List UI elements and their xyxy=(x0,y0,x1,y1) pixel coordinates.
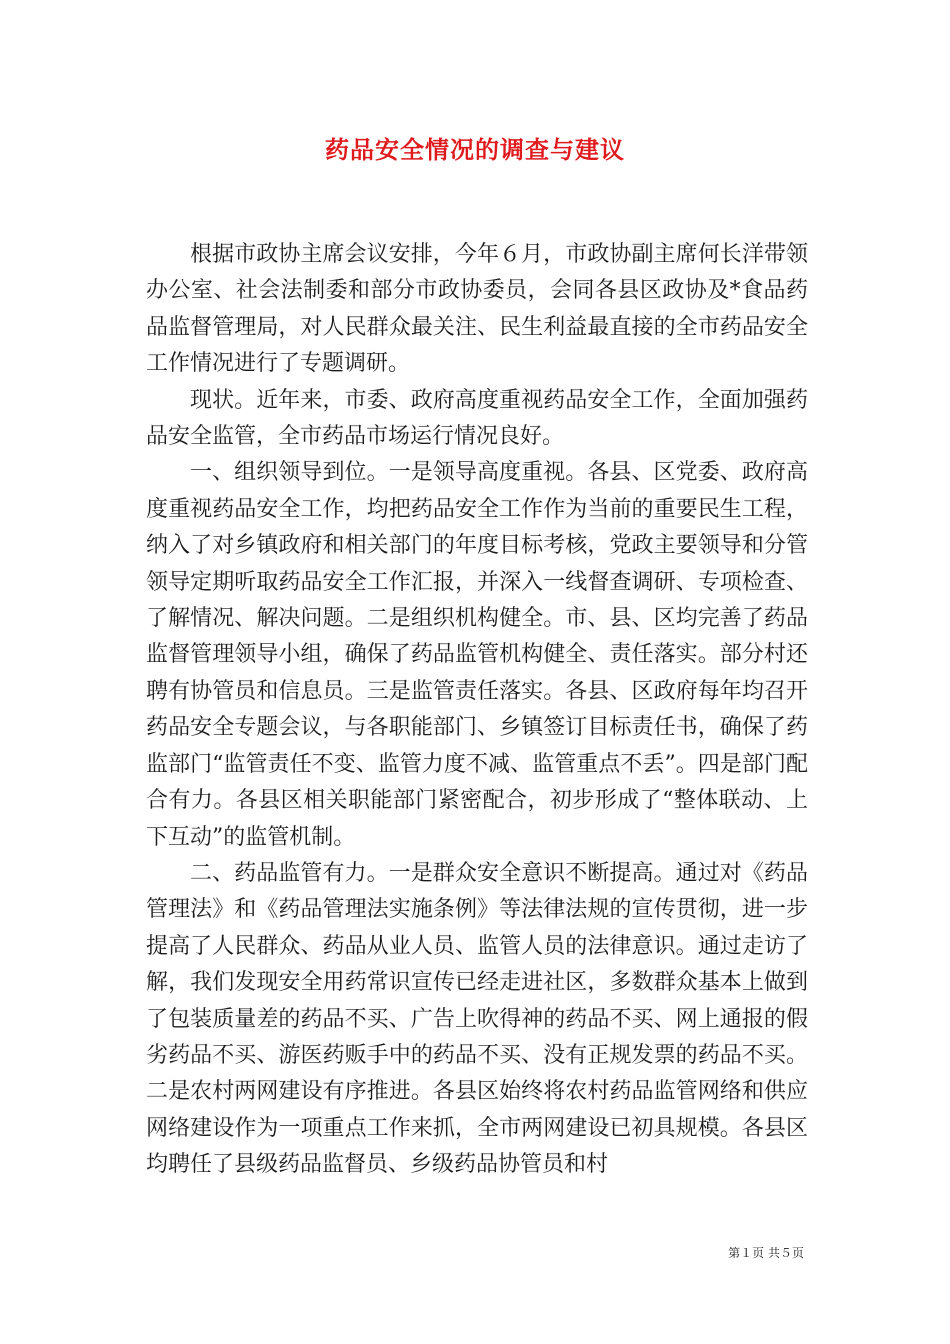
document-title: 药品安全情况的调查与建议 xyxy=(325,135,625,164)
page-number: 第１页 共５页 xyxy=(728,1246,804,1260)
document-body xyxy=(146,237,808,1184)
paragraph-intro: 根据市政协主席会议安排，今年６月，市政协副主席何长洋带领办公室、社会法制委和部分市政协委员，会同各县区政协及*食品药品监督管理局，对人民群众最关注、民生利益最直接的全市药品安全工作情况进行了专题调研。 xyxy=(146,242,808,377)
paragraph-status: 现状。近年来，市委、政府高度重视药品安全工作，全面加强药品安全监管，全市药品市场运行情况良好。 xyxy=(146,387,808,450)
paragraph-section-two: 二、药品监管有力。一是群众安全意识不断提高。通过对《药品管理法》和《药品管理法实施条例》等法律法规的宣传贯彻，进一步提高了人民群众、药品从业人员、监管人员的法律意识。通过走访了解，我们发现安全用药常识宣传已经走进社区，多数群众基本上做到了包装质量差的药品不买、广告上吹得神的药品不买、网上通报的假劣药品不买、游医药贩手中的药品不买、没有正规发票的药品不买。二是农村两网建设有序推进。各县区始终将农村药品监管网络和供应网络建设作为一项重点工作来抓，全市两网建设已初具规模。各县区均聘任了县级药品监督员、乡级药品协管员和村 xyxy=(146,860,808,1178)
paragraph-section-one: 一、组织领导到位。一是领导高度重视。各县、区党委、政府高度重视药品安全工作，均把药品安全工作作为当前的重要民生工程，纳入了对乡镇政府和相关部门的年度目标考核，党政主要领导和分管领导定期听取药品安全工作汇报，并深入一线督查调研、专项检查、了解情况、解决问题。二是组织机构健全。市、县、区均完善了药品监督管理领导小组，确保了药品监管机构健全、责任落实。部分村还聘有协管员和信息员。三是监管责任落实。各县、区政府每年均召开药品安全专题会议，与各职能部门、乡镇签订目标责任书，确保了药监部门“监管责任不变、监管力度不减、监管重点不丢”。四是部门配合有力。各县区相关职能部门紧密配合，初步形成了“整体联动、上下互动”的监管机制。 xyxy=(146,460,808,850)
